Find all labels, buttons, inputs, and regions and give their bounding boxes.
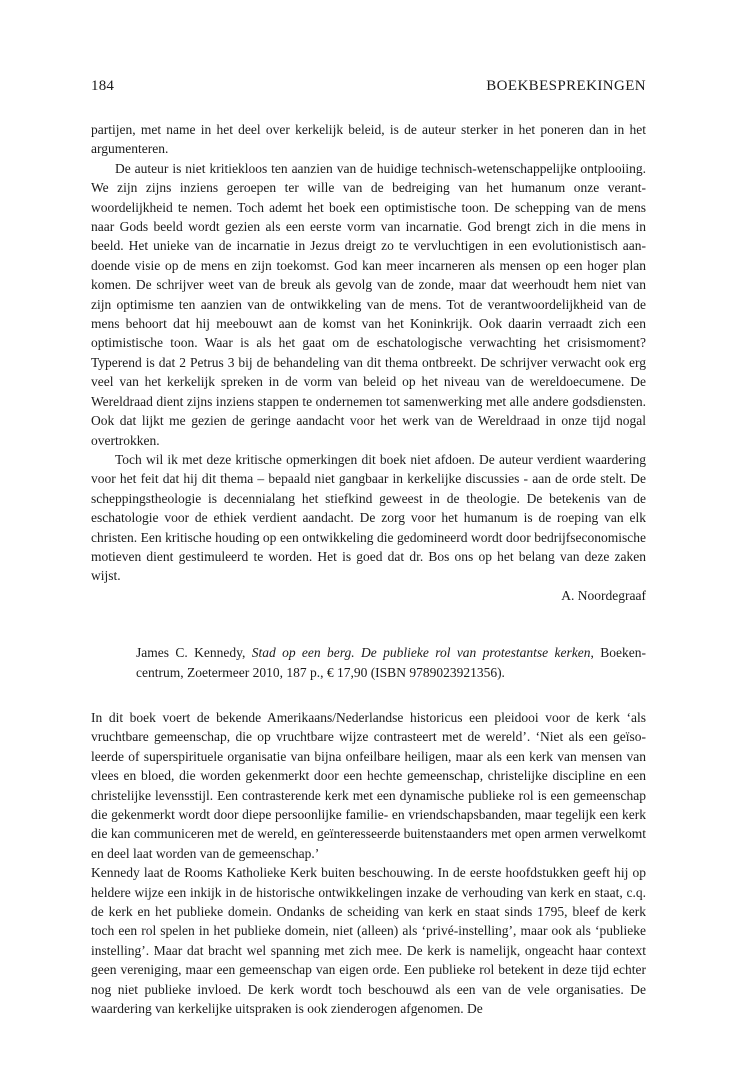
book-reference xyxy=(91,643,646,682)
book-details: , Boekencentrum, Zoetermeer 2010, 187 p., € 17,90 (ISBN 9789023921356). xyxy=(136,645,646,680)
review2-paragraph-1: In dit boek voert de bekende Amerikaans/Nederlandse historicus een pleidooi voor de kerk ‘als vruchtbare gemeenschap, die op vruchtbare wijze contrasteert met de wereld’. ‘Niet als een geïsoleerde of superspirituele organisatie van bijna onfeilbare heiligen, maar als een kerk van mensen van vlees en bloed, die worden gekenmerkt door een hechte gemeenschap, christelijke discipline en een christelijke levensstijl. Een contrasterende kerk met een dynamische publieke rol is een gemeenschap die gekenmerkt wordt door diepe persoonlijke familie- en vriendschapsbanden, maar tegelijk een kerk die kan communiceren met de wereld, en geïnteresseerde buitenstaanders met open armen verwelkomt en deel laat worden van de gemeenschap.’ xyxy=(91,709,646,861)
section-title: BOEKBESPREKINGEN xyxy=(486,78,646,94)
book-title: Stad op een berg. De publieke rol van protestantse kerken xyxy=(251,645,591,661)
book-author: James C. Kennedy, xyxy=(136,645,252,661)
review2-paragraph-2: Kennedy laat de Rooms Katholieke Kerk buiten beschouwing. In de eerste hoofdstukken geeft hij op heldere wijze een inkijk in de historische ontwikkelingen inzake de verhouding van kerk en staat, c.q. de kerk en het publieke domein. Ondanks de scheiding van kerk en staat sinds 1795, bleef de kerk toch een rol spelen in het publieke domein, niet (alleen) als ‘privé-instelling’, maar ook als ‘publieke instelling’. Maar dat bracht wel spanning met zich mee. De kerk is namelijk, ongeacht haar context geen vereniging, maar een gemeenschap van eigen orde. Een publieke rol betekent in deze tijd echter nog niet publieke invloed. De kerk wordt toch beschouwd als een van de vele organisaties. De waardering van kerkelijke uitspraken is ook zienderogen afgenomen. De xyxy=(91,865,646,1017)
document-page xyxy=(91,76,646,1018)
review-kennedy xyxy=(91,708,646,1019)
review1-paragraph-3: Toch wil ik met deze kritische opmerkingen dit boek niet afdoen. De auteur verdient waardering voor het feit dat hij dit thema – bepaald niet gangbaar in kerkelijke discussies - aan de orde stelt. De scheppingstheologie is decennialang het stiefkind geweest in de theologie. De betekenis van de eschatologie voor de ethiek verdient aandacht. De zorg voor het humanum is de roeping van elk christen. Een kritische houding op een ontwikkeling die gedomineerd wordt door bedrijfseconomische motieven dient gestimuleerd te worden. Het is goed dat dr. Bos ons op het belang van deze zaken wijst. xyxy=(91,451,646,584)
running-header xyxy=(91,76,646,96)
review1-signature: A. Noordegraaf xyxy=(561,587,646,603)
review1-paragraph-1: partijen, met name in het deel over kerkelijk beleid, is de auteur sterker in het poneren dan in het argumenteren. xyxy=(91,122,646,157)
review-noordegraaf xyxy=(91,120,646,605)
page-number: 184 xyxy=(91,78,115,94)
review1-paragraph-2: De auteur is niet kritiekloos ten aanzien van de huidige technisch-wetenschappelijke ontplooiing. We zijn zijns inziens geroepen ter wille van de bedreiging van het humanum onze verantwoordelijkheid te nemen. Toch ademt het boek een optimistische toon. De schepping van de mens naar Gods beeld wordt gezien als een eerste vorm van incarnatie. God brengt zich in die mens in beeld. Het unieke van de incarnatie in Jezus dreigt zo te vervluchtigen in een evolutionistisch aandoende visie op de mens en zijn toekomst. God kan meer incarneren als mensen op een hoger plan komen. De schrijver weet van de breuk als gevolg van de zonde, maar dat weerhoudt hem niet van zijn optimisme ten aanzien van de ontwikkeling van de mens. Tot de verantwoordelijkheid van de mens behoort dat hij meebouwt aan de komst van het Koninkrijk. Ook daarin verraadt zich een optimistische toon. Waar is als het gaat om de eschatologische verwachting het crisismoment? Typerend is dat 2 Petrus 3 bij de behandeling van dit thema ontbreekt. De schrijver verwacht ook erg veel van het kerkelijk spreken in de vorm van beleid op het niveau van de wereldoecumene. De Wereldraad dient zijns inziens stappen te ondernemen tot samenwerking met alle andere godsdiensten. Ook dat lijkt me gezien de geringe aandacht voor het werk van de Wereldraad in onze tijd nogal overtrokken. xyxy=(91,160,646,448)
